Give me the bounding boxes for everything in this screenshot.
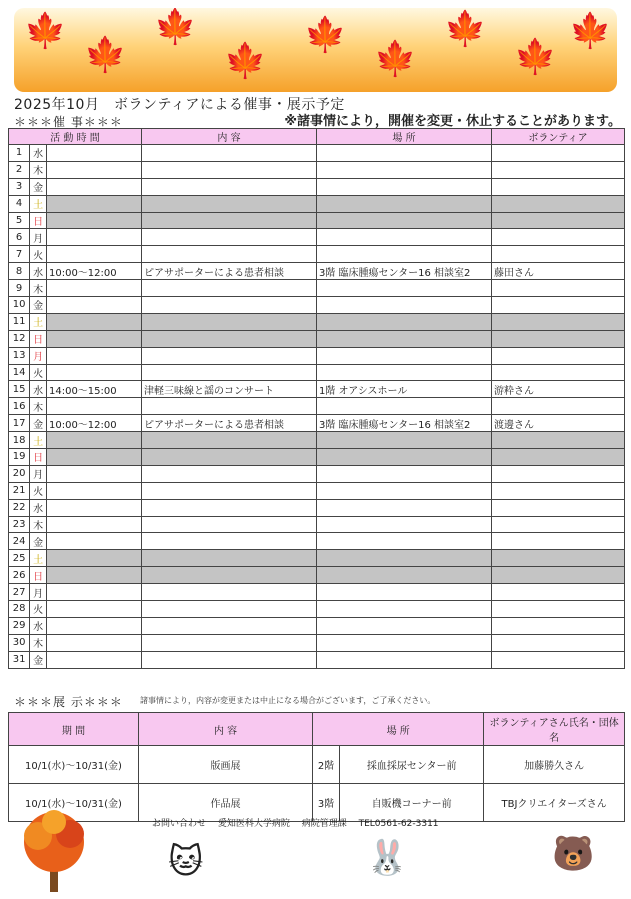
event-content [142, 280, 317, 297]
weekday-label: 木 [30, 516, 47, 533]
event-volunteer: 渡邊さん [492, 415, 625, 432]
day-number: 2 [9, 161, 30, 178]
event-row-day-25 [9, 550, 625, 567]
exhibit-floor: 2階 [313, 746, 340, 784]
event-content [142, 347, 317, 364]
event-volunteer [492, 161, 625, 178]
weekday-label: 月 [30, 584, 47, 601]
event-time: 10:00～12:00 [46, 415, 141, 432]
event-content [142, 330, 317, 347]
event-volunteer: 游粋さん [492, 381, 625, 398]
event-content [142, 229, 317, 246]
weekday-label: 火 [30, 364, 47, 381]
events-section-label: ＊＊＊催 事＊＊＊ [14, 115, 123, 129]
event-place [317, 482, 492, 499]
exhibits-header-row [9, 713, 625, 746]
event-volunteer [492, 145, 625, 162]
event-volunteer [492, 617, 625, 634]
event-row-day-20 [9, 465, 625, 482]
event-place: 1階 オアシスホール [317, 381, 492, 398]
day-number: 3 [9, 178, 30, 195]
event-row-day-31 [9, 651, 625, 668]
day-number: 10 [9, 297, 30, 314]
day-number: 16 [9, 398, 30, 415]
weekday-label: 金 [30, 297, 47, 314]
weekday-label: 金 [30, 415, 47, 432]
event-content: ピアサポーターによる患者相談 [142, 263, 317, 280]
exhibit-volunteer: TBJクリエイターズさん [484, 784, 625, 822]
event-row-day-8 [9, 263, 625, 280]
event-volunteer [492, 550, 625, 567]
weekday-label: 月 [30, 229, 47, 246]
day-number: 4 [9, 195, 30, 212]
exhibits-section-label: ＊＊＊展 示＊＊＊ [14, 695, 123, 709]
event-time [46, 313, 141, 330]
event-content [142, 516, 317, 533]
maple-leaf-icon: 🍁 [304, 15, 347, 55]
weekday-label: 土 [30, 432, 47, 449]
maple-leaf-icon: 🍁 [154, 8, 197, 47]
weekday-label: 木 [30, 161, 47, 178]
event-place: 3階 臨床腫瘍センター16 相談室2 [317, 263, 492, 280]
event-time [46, 178, 141, 195]
event-row-day-5 [9, 212, 625, 229]
event-time [46, 297, 141, 314]
exhibit-content: 版画展 [139, 746, 313, 784]
event-volunteer [492, 651, 625, 668]
exhibit-place: 採血採尿センター前 [340, 746, 484, 784]
weekday-label: 水 [30, 617, 47, 634]
rabbit-icon: 🐰 [366, 838, 409, 878]
event-place [317, 550, 492, 567]
event-content [142, 584, 317, 601]
weekday-label: 水 [30, 499, 47, 516]
event-time [46, 246, 141, 263]
weekday-label: 木 [30, 280, 47, 297]
exhibit-period: 10/1(水)～10/31(金) [9, 784, 139, 822]
event-content [142, 482, 317, 499]
events-header-row [9, 129, 625, 145]
weekday-label: 木 [30, 398, 47, 415]
weekday-label: 日 [30, 449, 47, 466]
maple-leaf-icon: 🍁 [24, 11, 67, 51]
event-content [142, 195, 317, 212]
event-time [46, 195, 141, 212]
event-content [142, 398, 317, 415]
day-number: 30 [9, 634, 30, 651]
day-number: 11 [9, 313, 30, 330]
header-content: 内 容 [142, 129, 317, 145]
event-volunteer [492, 313, 625, 330]
exhibit-period: 10/1(水)～10/31(金) [9, 746, 139, 784]
event-row-day-7 [9, 246, 625, 263]
day-number: 31 [9, 651, 30, 668]
event-time [46, 330, 141, 347]
event-time [46, 212, 141, 229]
event-volunteer [492, 634, 625, 651]
day-number: 28 [9, 601, 30, 618]
day-number: 5 [9, 212, 30, 229]
weekday-label: 土 [30, 313, 47, 330]
event-time [46, 550, 141, 567]
exhibits-table [8, 712, 625, 822]
exhibit-place: 自販機コーナー前 [340, 784, 484, 822]
event-row-day-17 [9, 415, 625, 432]
event-volunteer [492, 330, 625, 347]
bear-icon: 🐻 [552, 834, 595, 874]
page-title: 2025年10月 ボランティアによる催事・展示予定 [14, 97, 345, 113]
maple-leaf-icon: 🍁 [444, 9, 487, 49]
event-content: 津軽三味線と謡のコンサート [142, 381, 317, 398]
event-volunteer [492, 465, 625, 482]
exhibit-content: 作品展 [139, 784, 313, 822]
day-number: 9 [9, 280, 30, 297]
day-number: 22 [9, 499, 30, 516]
weekday-label: 木 [30, 634, 47, 651]
weekday-label: 水 [30, 145, 47, 162]
event-row-day-23 [9, 516, 625, 533]
weekday-label: 日 [30, 212, 47, 229]
event-volunteer [492, 347, 625, 364]
event-content [142, 364, 317, 381]
event-time [46, 364, 141, 381]
event-time [46, 347, 141, 364]
event-time [46, 449, 141, 466]
day-number: 23 [9, 516, 30, 533]
event-volunteer [492, 398, 625, 415]
day-number: 21 [9, 482, 30, 499]
event-place [317, 330, 492, 347]
weekday-label: 金 [30, 651, 47, 668]
day-number: 19 [9, 449, 30, 466]
event-volunteer [492, 432, 625, 449]
maple-leaf-icon: 🍁 [514, 37, 557, 77]
event-row-day-15 [9, 381, 625, 398]
event-content [142, 567, 317, 584]
maple-leaf-icon: 🍁 [84, 35, 127, 75]
event-place [317, 432, 492, 449]
maple-leaf-icon: 🍁 [224, 41, 267, 81]
event-row-day-21 [9, 482, 625, 499]
event-volunteer [492, 212, 625, 229]
event-volunteer [492, 533, 625, 550]
event-place [317, 195, 492, 212]
exhibit-floor: 3階 [313, 784, 340, 822]
event-place [317, 398, 492, 415]
event-place [317, 617, 492, 634]
day-number: 12 [9, 330, 30, 347]
event-time [46, 499, 141, 516]
cat-icon: 🐱 [168, 842, 204, 882]
event-volunteer [492, 516, 625, 533]
weekday-label: 金 [30, 178, 47, 195]
event-place [317, 364, 492, 381]
exhibit-header-volunteer: ボランティアさん氏名・団体名 [484, 713, 625, 746]
event-row-day-3 [9, 178, 625, 195]
event-time [46, 465, 141, 482]
event-row-day-28 [9, 601, 625, 618]
event-time [46, 482, 141, 499]
event-place: 3階 臨床腫瘍センター16 相談室2 [317, 415, 492, 432]
event-place [317, 297, 492, 314]
event-row-day-12 [9, 330, 625, 347]
day-number: 27 [9, 584, 30, 601]
event-time: 10:00～12:00 [46, 263, 141, 280]
event-time: 14:00～15:00 [46, 381, 141, 398]
event-row-day-10 [9, 297, 625, 314]
event-time [46, 145, 141, 162]
day-number: 25 [9, 550, 30, 567]
event-content [142, 212, 317, 229]
event-content [142, 634, 317, 651]
autumn-tree-icon [14, 808, 94, 896]
day-number: 26 [9, 567, 30, 584]
event-place [317, 347, 492, 364]
event-place [317, 212, 492, 229]
day-number: 24 [9, 533, 30, 550]
event-place [317, 533, 492, 550]
event-volunteer [492, 482, 625, 499]
weekday-label: 月 [30, 347, 47, 364]
event-place [317, 499, 492, 516]
exhibit-row [9, 746, 625, 784]
day-number: 29 [9, 617, 30, 634]
event-content [142, 533, 317, 550]
event-row-day-6 [9, 229, 625, 246]
event-volunteer [492, 297, 625, 314]
event-content [142, 617, 317, 634]
event-volunteer [492, 601, 625, 618]
day-number: 18 [9, 432, 30, 449]
day-number: 1 [9, 145, 30, 162]
event-time [46, 567, 141, 584]
event-volunteer [492, 449, 625, 466]
event-time [46, 280, 141, 297]
event-volunteer [492, 178, 625, 195]
event-place [317, 601, 492, 618]
header-volunteer: ボランティア [492, 129, 625, 145]
event-row-day-11 [9, 313, 625, 330]
event-place [317, 584, 492, 601]
event-content [142, 161, 317, 178]
weekday-label: 土 [30, 550, 47, 567]
event-row-day-29 [9, 617, 625, 634]
event-row-day-2 [9, 161, 625, 178]
event-volunteer [492, 246, 625, 263]
day-number: 15 [9, 381, 30, 398]
event-place [317, 567, 492, 584]
event-row-day-19 [9, 449, 625, 466]
event-time [46, 229, 141, 246]
event-content [142, 499, 317, 516]
event-row-day-27 [9, 584, 625, 601]
event-place [317, 280, 492, 297]
event-volunteer [492, 499, 625, 516]
event-row-day-13 [9, 347, 625, 364]
event-time [46, 651, 141, 668]
event-place [317, 161, 492, 178]
event-time [46, 634, 141, 651]
event-time [46, 533, 141, 550]
event-volunteer [492, 364, 625, 381]
event-place [317, 651, 492, 668]
event-volunteer: 藤田さん [492, 263, 625, 280]
event-volunteer [492, 195, 625, 212]
header-time: 活 動 時 間 [9, 129, 142, 145]
weekday-label: 水 [30, 381, 47, 398]
day-number: 14 [9, 364, 30, 381]
exhibits-note: 諸事情により，内容が変更または中止になる場合がございます，ご了承ください。 [140, 696, 436, 705]
event-time [46, 161, 141, 178]
contact-footer: お問い合わせ 愛知医科大学病院 病院管理課 TEL0561-62-3311 [152, 819, 439, 829]
event-place [317, 465, 492, 482]
event-content [142, 465, 317, 482]
header-place: 場 所 [317, 129, 492, 145]
event-row-day-26 [9, 567, 625, 584]
weekday-label: 日 [30, 330, 47, 347]
event-time [46, 584, 141, 601]
weekday-label: 日 [30, 567, 47, 584]
event-row-day-30 [9, 634, 625, 651]
day-number: 7 [9, 246, 30, 263]
event-content [142, 601, 317, 618]
event-content [142, 313, 317, 330]
autumn-leaves-banner [14, 8, 617, 92]
event-row-day-4 [9, 195, 625, 212]
event-row-day-1 [9, 145, 625, 162]
event-row-day-9 [9, 280, 625, 297]
exhibit-header-content: 内 容 [139, 713, 313, 746]
exhibit-header-period: 期 間 [9, 713, 139, 746]
events-table [8, 128, 625, 669]
weekday-label: 火 [30, 601, 47, 618]
event-content [142, 449, 317, 466]
event-row-day-24 [9, 533, 625, 550]
event-volunteer [492, 584, 625, 601]
event-content [142, 246, 317, 263]
event-row-day-22 [9, 499, 625, 516]
event-time [46, 398, 141, 415]
day-number: 8 [9, 263, 30, 280]
event-content [142, 297, 317, 314]
event-row-day-16 [9, 398, 625, 415]
event-content [142, 550, 317, 567]
day-number: 20 [9, 465, 30, 482]
event-place [317, 449, 492, 466]
weekday-label: 水 [30, 263, 47, 280]
event-time [46, 617, 141, 634]
event-place [317, 313, 492, 330]
event-row-day-18 [9, 432, 625, 449]
weekday-label: 火 [30, 246, 47, 263]
event-content [142, 651, 317, 668]
event-time [46, 601, 141, 618]
event-time [46, 516, 141, 533]
event-content [142, 178, 317, 195]
exhibit-header-place: 場 所 [313, 713, 484, 746]
event-place [317, 145, 492, 162]
event-place [317, 229, 492, 246]
event-place [317, 634, 492, 651]
change-notice: ※諸事情により，開催を変更・休止することがあります。 [284, 114, 621, 129]
weekday-label: 火 [30, 482, 47, 499]
event-volunteer [492, 280, 625, 297]
event-content: ピアサポーターによる患者相談 [142, 415, 317, 432]
maple-leaf-icon: 🍁 [374, 39, 417, 79]
exhibit-volunteer: 加藤勝久さん [484, 746, 625, 784]
weekday-label: 土 [30, 195, 47, 212]
event-place [317, 516, 492, 533]
event-content [142, 432, 317, 449]
day-number: 6 [9, 229, 30, 246]
day-number: 17 [9, 415, 30, 432]
event-place [317, 246, 492, 263]
event-time [46, 432, 141, 449]
maple-leaf-icon: 🍁 [569, 11, 612, 51]
day-number: 13 [9, 347, 30, 364]
event-row-day-14 [9, 364, 625, 381]
weekday-label: 月 [30, 465, 47, 482]
event-content [142, 145, 317, 162]
event-place [317, 178, 492, 195]
event-volunteer [492, 229, 625, 246]
event-volunteer [492, 567, 625, 584]
weekday-label: 金 [30, 533, 47, 550]
